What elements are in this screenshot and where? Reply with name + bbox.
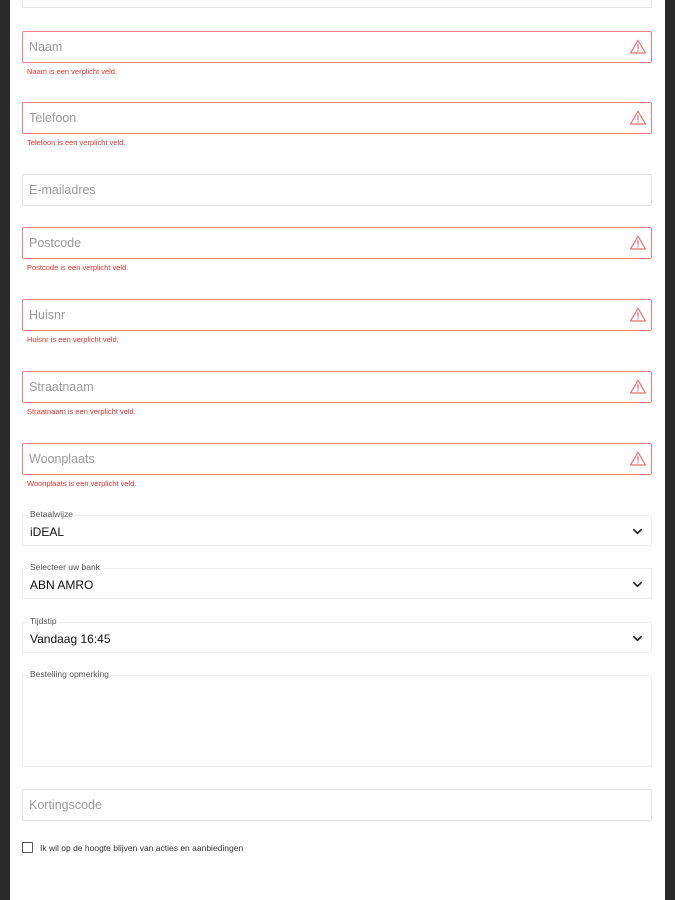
time-label: Tijdstip xyxy=(30,616,57,626)
bank-select[interactable] xyxy=(22,562,652,599)
phone-error: Telefoon is een verplicht veld. xyxy=(27,138,126,147)
house-number-error: Huisnr is een verplicht veld. xyxy=(27,335,119,344)
street-field[interactable] xyxy=(22,371,652,403)
name-input[interactable] xyxy=(23,32,623,62)
order-remark-textarea[interactable] xyxy=(23,676,655,770)
order-remark-field[interactable] xyxy=(22,669,652,767)
chevron-down-icon xyxy=(632,579,643,590)
city-error: Woonplaats is een verplicht veld. xyxy=(27,479,137,488)
name-field[interactable] xyxy=(22,31,652,63)
city-input[interactable] xyxy=(23,444,623,474)
warning-triangle-icon xyxy=(629,38,647,56)
postcode-field[interactable] xyxy=(22,227,652,259)
warning-triangle-icon xyxy=(629,109,647,127)
previous-field[interactable] xyxy=(22,0,652,8)
time-value: Vandaag 16:45 xyxy=(30,632,111,646)
name-error: Naam is een verplicht veld. xyxy=(27,67,118,76)
postcode-error: Postcode is een verplicht veld. xyxy=(27,263,129,272)
chevron-down-icon xyxy=(632,633,643,644)
newsletter-checkbox[interactable] xyxy=(22,842,33,853)
bank-value: ABN AMRO xyxy=(30,578,94,592)
warning-triangle-icon xyxy=(629,306,647,324)
city-field[interactable] xyxy=(22,443,652,475)
bank-label: Selecteer uw bank xyxy=(30,562,100,572)
email-field[interactable] xyxy=(22,174,652,206)
warning-triangle-icon xyxy=(629,234,647,252)
order-form-page xyxy=(10,0,665,900)
street-input[interactable] xyxy=(23,372,623,402)
payment-method-value: iDEAL xyxy=(30,525,65,539)
discount-code-field[interactable] xyxy=(22,789,652,821)
payment-method-label: Betaalwijze xyxy=(30,509,73,519)
phone-input[interactable] xyxy=(23,103,623,133)
order-remark-label: Bestelling opmerking xyxy=(30,669,109,679)
time-select[interactable] xyxy=(22,616,652,653)
postcode-input[interactable] xyxy=(23,228,623,258)
street-error: Straatnaam is een verplicht veld. xyxy=(27,407,136,416)
house-number-field[interactable] xyxy=(22,299,652,331)
house-number-input[interactable] xyxy=(23,300,623,330)
email-input[interactable] xyxy=(23,175,623,205)
payment-method-select[interactable] xyxy=(22,509,652,546)
chevron-down-icon xyxy=(632,526,643,537)
phone-field[interactable] xyxy=(22,102,652,134)
warning-triangle-icon xyxy=(629,450,647,468)
newsletter-label: Ik wil op de hoogte blijven van acties en aanbiedingen xyxy=(40,843,244,853)
discount-code-input[interactable] xyxy=(23,790,623,820)
warning-triangle-icon xyxy=(629,378,647,396)
